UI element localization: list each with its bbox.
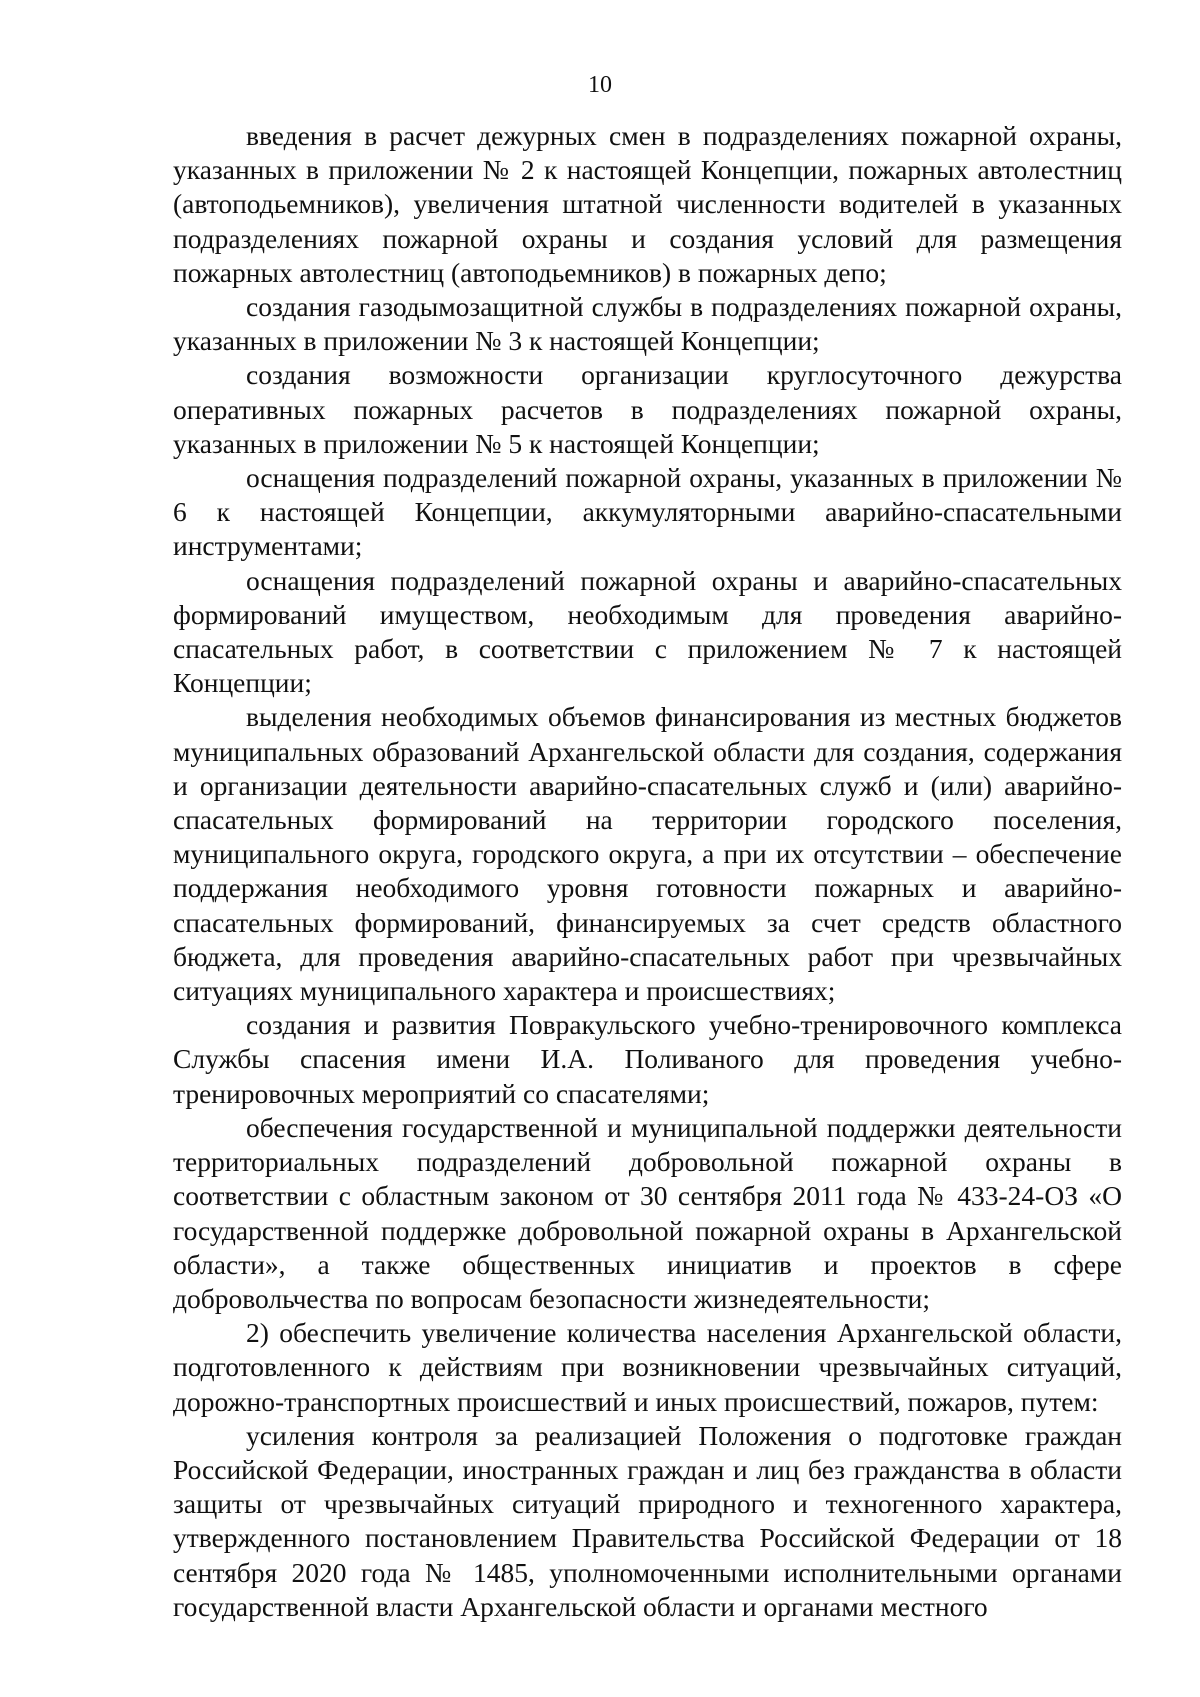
paragraph: введения в расчет дежурных смен в подразделениях пожарной охраны, указанных в приложении № 2 к настоящей Концепции, пожарных автолестниц (автоподьемников), увеличения штатной численности водителей в указанных подразделениях пожарной охраны и создания условий для размещения пожарных автолестниц (автоподьемников) в пожарных депо; (173, 120, 1122, 288)
paragraph: обеспечения государственной и муниципальной поддержки деятельности территориальных подразделений добровольной пожарной охраны в соответствии с областным законом от 30 сентября 2011 года № 433-24-ОЗ «О государственной поддержке добровольной пожарной охраны в Архангельской области», а также общественных инициатив и проектов в сфере добровольчества по вопросам безопасности жизнедеятельности; (173, 1111, 1122, 1314)
page-number: 10 (588, 72, 612, 98)
paragraph: создания возможности организации круглосуточного дежурства оперативных пожарных расчетов в подразделениях пожарной охраны, указанных в приложении № 5 к настоящей Концепции; (173, 359, 1122, 459)
paragraph: 2) обеспечить увеличение количества населения Архангельской области, подготовленного к действиям при возникновении чрезвычайных ситуаций, дорожно-транспортных происшествий и иных происшествий, пожаров, путем: (173, 1317, 1122, 1417)
paragraph: создания и развития Повракульского учебно-тренировочного комплекса Службы спасения имени И.А. Поливаного для проведения учебно-тренировочных мероприятий со спасателями; (173, 1009, 1122, 1109)
paragraph: оснащения подразделений пожарной охраны, указанных в приложении № 6 к настоящей Концепции, аккумуляторными аварийно-спасательными инструментами; (173, 462, 1122, 562)
paragraph: создания газодымозащитной службы в подразделениях пожарной охраны, указанных в приложении № 3 к настоящей Концепции; (173, 291, 1122, 357)
paragraph: усиления контроля за реализацией Положения о подготовке граждан Российской Федерации, иностранных граждан и лиц без гражданства в области защиты от чрезвычайных ситуаций природного и техногенного характера, утвержденного постановлением Правительства Российской Федерации от 18 сентября 2020 года № 1485, уполномоченными исполнительными органами государственной власти Архангельской области и органами местного (173, 1419, 1122, 1622)
document-body (173, 119, 1122, 1624)
paragraph: оснащения подразделений пожарной охраны и аварийно-спасательных формирований имуществом, необходимым для проведения аварийно-спасательных работ, в соответствии с приложением № 7 к настоящей Концепции; (173, 564, 1122, 699)
paragraph: выделения необходимых объемов финансирования из местных бюджетов муниципальных образований Архангельской области для создания, содержания и организации деятельности аварийно-спасательных служб и (или) аварийно-спасательных формирований на территории городского поселения, муниципального округа, городского округа, а при их отсутствии – обеспечение поддержания необходимого уровня готовности пожарных и аварийно-спасательных формирований, финансируемых за счет средств областного бюджета, для проведения аварийно-спасательных работ при чрезвычайных ситуациях муниципального характера и происшествиях; (173, 701, 1122, 1007)
